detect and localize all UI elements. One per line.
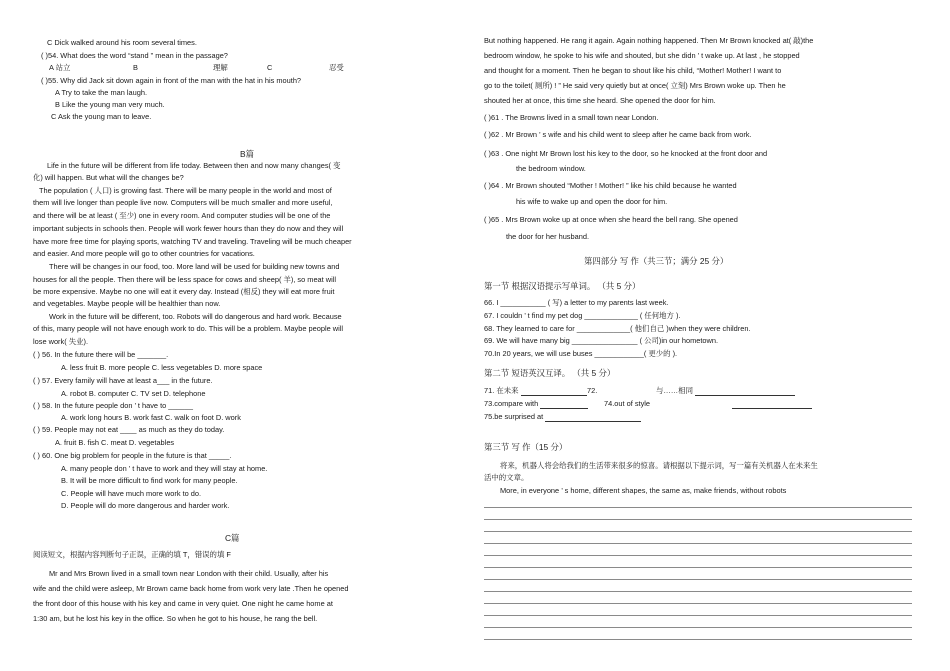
q55-option-c: C Ask the young man to leave. (51, 112, 152, 121)
section-b-title: B篇 (240, 149, 254, 159)
q71-label: 71. 在未来 (484, 386, 519, 396)
b-passage-line-5: and there will be at least ( 至少) one in every room. And computer studies will be one of the (33, 211, 331, 220)
b-passage-line-15: lose work( 失业). (33, 337, 89, 346)
c-passage-cont-line-2: bedroom window, he spoke to his wife and shouted, but she didn ’ t wake up. At last , he stopped (484, 51, 800, 60)
writing-prompt-line-1: 将来，机器人将会给我们的生活带来很多的惊喜。请根据以下提示词，写一篇有关机器人在未来生 (500, 461, 818, 470)
c-passage-cont-line-4: go to the toilet( 厕所) ! ” He said very quietly but at once( 立刻) Mrs Brown woke up. Then he (484, 81, 786, 90)
b-passage-line-8: and easier. And more people will go to other countries for vacations. (33, 249, 255, 258)
q66: 66. I ___________ ( 写) a letter to my parents last week. (484, 298, 669, 307)
q60-option-d: D. People will do more dangerous and harder work. (61, 501, 230, 510)
part4-title: 第四部分 写 作（共三节；满分 25 分） (584, 256, 729, 266)
b-passage-line-10: houses for all the people. Then there will be less space for cows and sheep( 羊), so meat will (33, 275, 337, 284)
q54-option-b: B (133, 63, 138, 72)
section-c-instruction: 阅读短文，根据内容判断句子正误，正确的填 T，错误的填 F (33, 550, 231, 559)
q54-option-b-text: 理解 (213, 63, 228, 72)
q53-option-c: C Dick walked around his room several times. (47, 38, 197, 47)
section-c-title: C篇 (225, 533, 240, 543)
q63-cont: the bedroom window. (516, 164, 586, 173)
writing-prompt-line-2: 活中的文章。 (484, 473, 529, 482)
q67: 67. I couldn ’ t find my pet dog _____________ ( 任何地方 ). (484, 311, 681, 320)
section1-title: 第一节 根据汉语提示写单词。 （共 5 分） (484, 281, 641, 291)
q60-option-a: A. many people don ’ t have to work and they will stay at home. (61, 464, 268, 473)
q74-label: 74.out of style (604, 399, 651, 408)
b-passage-line-7: have more free time for playing sports, watching TV and traveling. Traveling will be much cheaper (33, 237, 352, 246)
q54-option-c-text: 忍受 (329, 63, 344, 72)
writing-line[interactable] (484, 531, 912, 532)
q72 (587, 387, 597, 396)
writing-line[interactable] (484, 579, 912, 580)
q75-label: 75.be surprised at (484, 412, 544, 422)
b-passage-line-9: There will be changes in our food, too. More land will be used for building new towns and (49, 262, 340, 271)
q64-cont: his wife to wake up and open the door for him. (516, 197, 668, 206)
q61: ( )61 . The Browns lived in a small town near London. (484, 113, 659, 122)
q74-blank-wrap (732, 400, 812, 409)
q64: ( )64 . Mr Brown shouted “Mother ! Mother! ” like his child because he wanted (484, 181, 737, 190)
q60-option-c: C. People will have much more work to do. (61, 489, 202, 498)
c-passage-line-4: 1:30 am, but he lost his key in the office. So when he got to his house, he rang the bell. (33, 614, 318, 623)
b-passage-line-3: The population ( 人口) is growing fast. There will be many people in the world and most of (39, 186, 332, 195)
c-passage-cont-line-3: and thought for a moment. Then he began to shout like his child, “Mother! Mother! I want to (484, 66, 782, 75)
q58-options: A. work long hours B. work fast C. walk on foot D. work (61, 413, 241, 422)
q72-cn (656, 387, 795, 396)
q74 (604, 400, 650, 409)
q72-cn-text: 与……相同 (656, 386, 693, 396)
section3-title: 第三节 写 作（15 分） (484, 442, 568, 452)
q54-option-a: A 站立 (49, 63, 71, 72)
q73-blank[interactable] (540, 400, 588, 409)
q70: 70.In 20 years, we will use buses ____________( 更少的 ). (484, 349, 678, 358)
q55-option-b: B Like the young man very much. (55, 100, 165, 109)
q56-options: A. less fruit B. more people C. less vegetables D. more space (61, 363, 263, 372)
q71-blank[interactable] (521, 387, 587, 396)
q73 (484, 400, 588, 409)
q75 (484, 413, 641, 422)
q55-option-a: A Try to take the man laugh. (55, 88, 148, 97)
q54-option-c: C (267, 63, 273, 72)
writing-line[interactable] (484, 639, 912, 640)
c-passage-line-1: Mr and Mrs Brown lived in a small town near London with their child. Usually, after his (49, 569, 329, 578)
b-passage-line-14: of this, many people will not have enough work to do. This will be a problem. Maybe people will (33, 324, 344, 333)
q69: 69. We will have many big ________________ ( 公司)in our hometown. (484, 336, 719, 345)
q65-cont: the door for her husband. (506, 232, 589, 241)
b-passage-line-1: Life in the future will be different from life today. Between then and now many changes( 变 (47, 161, 341, 170)
c-passage-line-2: wife and the child were asleep, Mr Brown came back home from work very late .Then he opened (33, 584, 349, 593)
q75-blank[interactable] (545, 413, 641, 422)
writing-line[interactable] (484, 603, 912, 604)
q60-option-b: B. It will be more difficult to find work for many people. (61, 476, 238, 485)
c-passage-cont-line-5: shouted her at once, this time she heard. She opened the door for him. (484, 96, 716, 105)
writing-line[interactable] (484, 615, 912, 616)
b-passage-line-4: them will live longer than people live now. Computers will be much smaller and more useful, (33, 198, 333, 207)
section2-title: 第二节 短语英汉互译。 （共 5 分） (484, 368, 616, 378)
writing-line[interactable] (484, 519, 912, 520)
b-passage-line-11: be more expensive. Maybe no one will eat it every day. Instead (相反) they will eat more fruit (33, 287, 335, 296)
b-passage-line-12: and vegetables. Maybe people will be healthier than now. (33, 299, 221, 308)
b-passage-line-2: 化) will happen. But what will the changes be? (33, 173, 184, 182)
q68: 68. They learned to care for _____________( 他们自己 )when they were children. (484, 324, 751, 333)
c-passage-line-3: the front door of this house with his key and came in very quiet. One night he came home at (33, 599, 333, 608)
writing-line[interactable] (484, 543, 912, 544)
writing-line[interactable] (484, 555, 912, 556)
q74-blank[interactable] (732, 400, 812, 409)
q58-stem: ( ) 58. In the future people don ’ t have to ______ (33, 401, 193, 410)
b-passage-line-6: important subjects in schools then. People will work fewer hours than they do now and they will (33, 224, 344, 233)
q54-stem: ( )54. What does the word “stand ” mean in the passage? (41, 51, 228, 60)
q60-stem: ( ) 60. One big problem for people in the future is that _____. (33, 451, 232, 460)
q56-stem: ( ) 56. In the future there will be _______. (33, 350, 169, 359)
q72-blank[interactable] (695, 387, 795, 396)
writing-line[interactable] (484, 507, 912, 508)
q63: ( )63 . One night Mr Brown lost his key to the door, so he knocked at the front door and (484, 149, 768, 158)
c-passage-cont-line-1: But nothing happened. He rang it again. Again nothing happened. Then Mr Brown knocked at( 敲)the (484, 36, 814, 45)
q57-stem: ( ) 57. Every family will have at least a___ in the future. (33, 376, 213, 385)
q62: ( )62 . Mr Brown ’ s wife and his child went to sleep after he came back from work. (484, 130, 752, 139)
writing-line[interactable] (484, 567, 912, 568)
q72-label: 72. (587, 386, 598, 395)
q59-options: A. fruit B. fish C. meat D. vegetables (55, 438, 175, 447)
q55-stem: ( )55. Why did Jack sit down again in front of the man with the hat in his mouth? (41, 76, 302, 85)
q57-options: A. robot B. computer C. TV set D. telephone (61, 389, 206, 398)
q65: ( )65 . Mrs Brown woke up at once when she heard the bell rang. She opened (484, 215, 738, 224)
b-passage-line-13: Work in the future will be different, too. Robots will do dangerous and hard work. Because (49, 312, 342, 321)
writing-line[interactable] (484, 591, 912, 592)
q71 (484, 387, 587, 396)
writing-line[interactable] (484, 627, 912, 628)
q73-label: 73.compare with (484, 399, 539, 409)
q59-stem: ( ) 59. People may not eat ____ as much as they do today. (33, 425, 225, 434)
writing-hints: More, in everyone ’ s home, different shapes, the same as, make friends, without robots (500, 486, 787, 495)
